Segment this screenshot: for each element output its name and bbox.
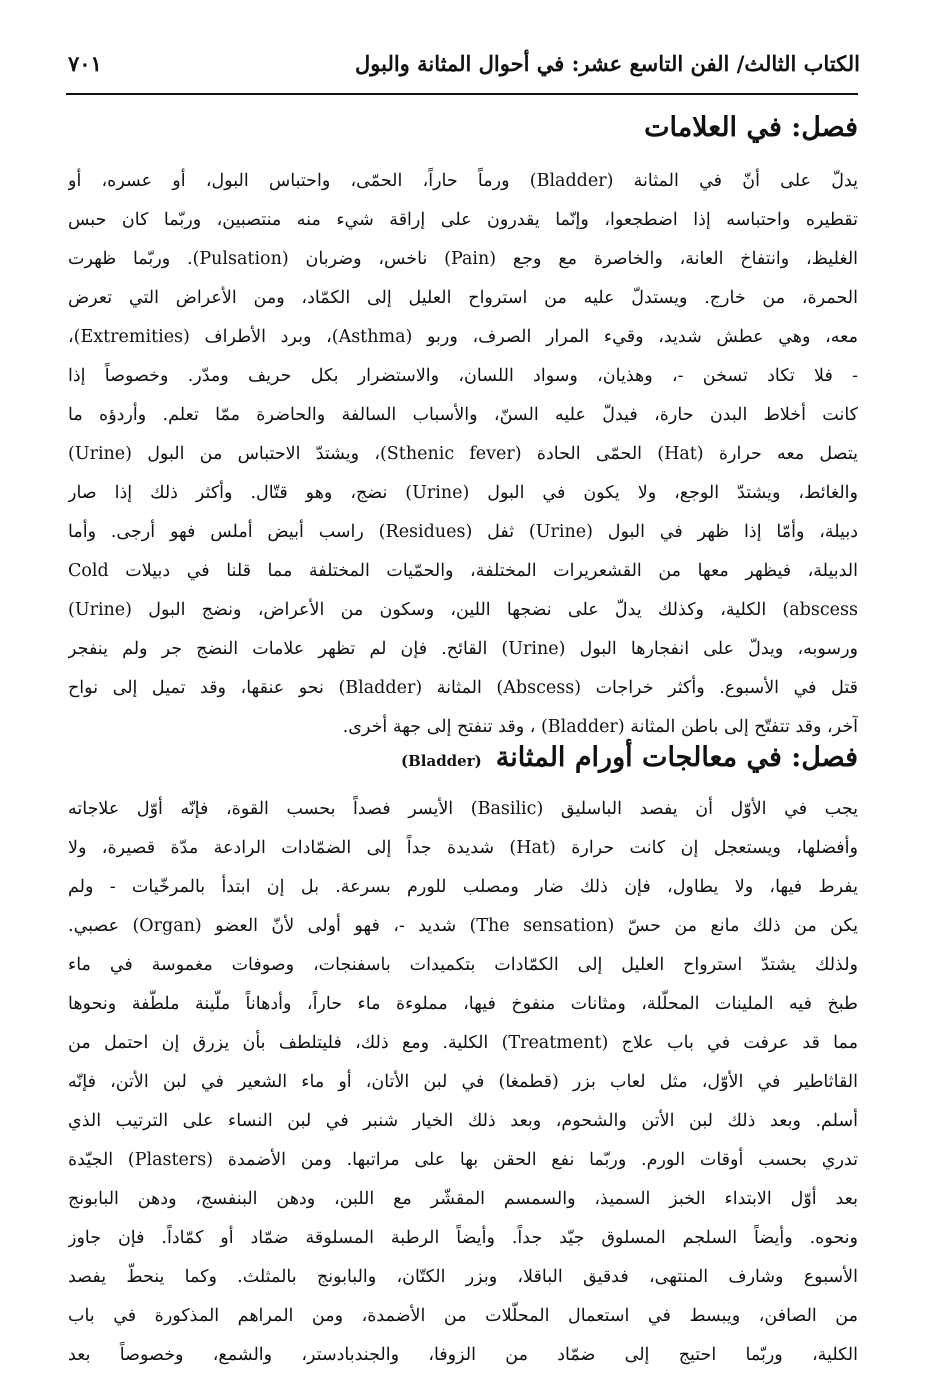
text-line: تقطيره واحتباسه إذا اضطجعوا، وإنّما يقدرون على إراقة شيء منه منتصبين، وربّما كان حبس <box>68 210 858 230</box>
text-line: يدلّ على أنّ في المثانة (Bladder) ورماً حاراً، الحمّى، واحتباس البول، أو عسره، أو <box>68 171 858 191</box>
text-line: يكن من ذلك مانع من حسّ (The sensation) شديد -، فهو أولى لأنّ العضو (Organ) عصبي. <box>68 916 858 936</box>
text-line: ورسوبه، ويدلّ على انفجارها البول (Urine) القائح. فإن لم تظهر علامات النضج جر ولم ينفجر <box>68 639 858 659</box>
text-line: وأفضلها، ويستعجل إن كانت حرارة (Hat) شديدة جداً إلى الضمّادات الرادعة مدّة قصيرة، ولا <box>68 838 858 858</box>
text-line: الكلية، وربّما احتيج إلى ضمّاد من الزوفا، والجندبادستر، والشمع، وخصوصاً بعد <box>68 1345 858 1365</box>
text-line: دبيلة، وأمّا إذا ظهر في البول (Urine) ثفل (Residues) راسب أبيض أملس فهو أرجى. وأما <box>68 522 858 542</box>
section-signs-body <box>68 162 858 747</box>
text-line: بعد أوّل الابتداء الخبز السميذ، والسمسم المقشّر مع اللبن، ودهن البنفسج، ودهن البابونج <box>68 1189 858 1209</box>
text-line: القاثاطير في الأوّل، مثل لعاب بزر (قطمغا) في لبن الأتان، أو ماء الشعير في لبن الأتن، فإنّه <box>68 1072 858 1092</box>
text-line: والغائط، ويشتدّ الوجع، ولا يكون في البول (Urine) نضج، وهو قتّال. وأكثر ذلك إذا صار <box>68 483 858 503</box>
text-line: ولذلك يشتدّ استرواح العليل إلى الكمّادات بتكميدات باسفنجات، وصوفات مغموسة في ماء <box>68 955 858 975</box>
text-line: ونحوه. وأيضاً السلجم المسلوق جيّد جداً. وأيضاً الرطبة المسلوقة ضمّاد أو كمّاداً. فإن جاوز <box>68 1228 858 1248</box>
text-line: من الصافن، ويبسط في استعمال المحلّلات من الأضمدة، ومن المراهم المذكورة في باب <box>68 1306 858 1326</box>
section-title-treatments-text: فصل: في معالجات أورام المثانة <box>495 742 858 773</box>
text-line: كانت أخلاط البدن حارة، فيدلّ عليه السنّ، والأسباب السالفة والحاضرة ممّا تعلم. وأردؤه ما <box>68 405 858 425</box>
page-number: ٧٠١ <box>68 50 102 76</box>
text-line: قتل في الأسبوع. وأكثر خراجات (Abscess) المثانة (Bladder) نحو عنقها، وقد تميل إلى نواح <box>68 678 858 698</box>
text-line: الغليظ، وانتفاخ العانة، والخاصرة مع وجع (Pain) ناخس، وضربان (Pulsation). وربّما ظهرت <box>68 249 858 269</box>
text-line: تدري بحسب أوقات الورم. وربّما نفع الحقن بها على مراتبها. ومن الأضمدة (Plasters) الجيّدة <box>68 1150 858 1170</box>
text-line: abscess) الكلية، وكذلك يدلّ على نضجها اللين، وسكون من الأعراض، ونضج البول (Urine) <box>68 600 858 620</box>
page-header <box>68 46 860 80</box>
section-title-signs <box>644 112 858 143</box>
text-line: - فلا تكاد تسخن -، وهذيان، وسواد اللسان، والاستضرار بكل حريف ومدّر. وخصوصاً إذا <box>68 366 858 386</box>
section-title-english: (Bladder) <box>400 752 482 770</box>
text-line: الأسبوع وشارف المنتهى، فدقيق الباقلا، وبزر الكتّان، والبابونج بالمثلث. وكما ينحطّ يفصد <box>68 1267 858 1287</box>
text-line: طبخ فيه الملينات المحلّلة، ومثانات منفوخ فيها، مملوءة ماء حاراً، وأدهاناً ملّينة ملطّفة ونحوها <box>68 994 858 1014</box>
text-line: الدبيلة، فيظهر معها من القشعريرات المختلفة، والحمّيات المختلفة مما قلنا في دبيلات Cold <box>68 561 858 581</box>
text-line: يتصل معه حرارة (Hat) الحمّى الحادة (Sthenic fever)، ويشتدّ الاحتباس من البول (Urine) <box>68 444 858 464</box>
text-line: آخر، وقد تتفتّح إلى باطن المثانة (Bladder) ، وقد تنفتح إلى جهة أخرى. <box>342 717 858 737</box>
text-line: مما قد عرفت في باب علاج (Treatment) الكلية. ومع ذلك، فليتلطف بأن يزرق إن احتمل من <box>68 1033 858 1053</box>
header-rule <box>66 93 858 95</box>
section-title-treatments <box>401 742 858 773</box>
section-title-signs-text: فصل: في العلامات <box>644 112 858 143</box>
text-line: معه، وهي عطش شديد، وقيء المرار الصرف، وربو (Asthma)، وبرد الأطراف (Extremities)، <box>68 327 858 347</box>
running-title: الكتاب الثالث/ الفن التاسع عشر: في أحوال المثانة والبول <box>355 50 860 76</box>
text-line: يجب في الأوّل أن يفصد الباسليق (Basilic) الأيسر فصداً بحسب القوة، فإنّه أوّل علاجاته <box>68 799 858 819</box>
text-line: الحمرة، من خارج. ويستدلّ عليه من استرواح العليل إلى الكمّاد، ومن الأعراض التي تعرض <box>68 288 858 308</box>
text-line: يفرط فيها، ولا يطاول، فإن ذلك ضار ومصلب للورم بسرعة. بل إن ابتدأ بالمرخّيات - ولم <box>68 877 858 897</box>
section-treatments-body <box>68 790 858 1375</box>
text-line: أسلم. وبعد ذلك لبن الأتن والشحوم، وبعد ذلك الخيار شنبر في لبن النساء على الترتيب الذي <box>68 1111 858 1131</box>
